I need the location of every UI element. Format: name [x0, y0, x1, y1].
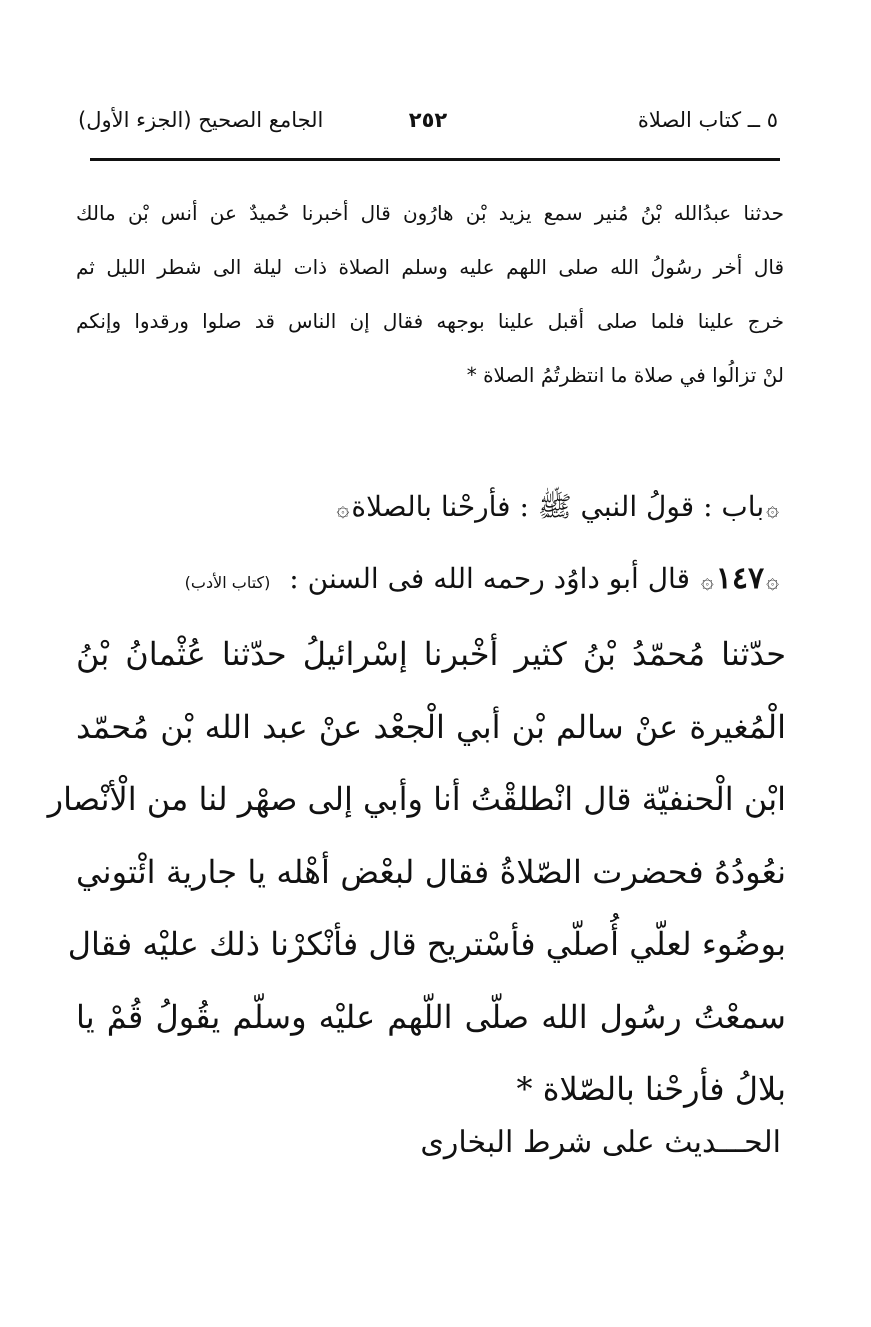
hadith-intro: قال أبو داوُد رحمه الله فى السنن :: [289, 562, 690, 595]
text-line: بوضُوء لعلّي أُصلّي فأسْتريح قال فأنْكرْنا ذلك عليْه فقال: [67, 925, 786, 963]
text-line: لنْ تزالُوا في صلاة ما انتظرتُمُ الصلاة *: [466, 363, 784, 387]
ornament-icon: ۞: [336, 497, 350, 522]
ornament-icon: ۞: [700, 569, 714, 594]
preceding-hadith-text: [76, 186, 784, 402]
hadith-verdict: الحـــديث على شرط البخارى: [420, 1125, 781, 1160]
text-line: الْمُغيرة عنْ سالم بْن أبي الْجعْد عنْ عبد الله بْن مُحمّد: [76, 707, 786, 746]
ornament-icon: ۞: [766, 569, 779, 594]
page-number: ٢٥٢: [408, 108, 448, 132]
honorific-glyph: ﷺ: [537, 490, 572, 523]
text-line: حدثنا عبدُالله بْنُ مُنير سمع يزيد بْن هارُون قال أخبرنا حُميدٌ عن أنس بْن مالك: [76, 201, 784, 225]
text-line: حدّثنا مُحمّدُ بْنُ كثير أخْبرنا إسْرائيلُ حدّثنا عُثْمانُ بْنُ: [76, 635, 786, 673]
hadith-intro-line: [81, 561, 781, 596]
page-header: [78, 108, 778, 148]
chapter-header: ٥ ــ كتاب الصلاة: [637, 108, 778, 132]
text-line: ابْن الْحنفيّة قال انْطلقْتُ أنا وأبي إلى صهْر لنا من الْأنْصار: [47, 780, 786, 818]
hadith-body: [47, 618, 786, 1126]
book-title-header: الجامع الصحيح (الجزء الأول): [78, 108, 324, 132]
text-line: قال أخر رسُولُ الله صلى اللهم عليه وسلم الصلاة ذات ليلة الى شطر الليل ثم: [76, 255, 784, 279]
text-line: بلالُ فأرحْنا بالصّلاة *: [516, 1070, 786, 1108]
text-line: نعُودُهُ فحضرت الصّلاةُ فقال لبعْض أهْله يا جارية ائْتوني: [76, 852, 786, 891]
header-divider: [90, 158, 780, 161]
ornament-icon: ۞: [766, 497, 779, 522]
chapter-title-part2: : فأرحْنا بالصلاة: [351, 490, 529, 523]
source-note: (كتاب الأدب): [184, 573, 271, 592]
chapter-title-part1: باب : قولُ النبي: [580, 490, 765, 523]
text-line: سمعْتُ رسُول الله صلّى اللّهم عليْه وسلّم يقُولُ قُمْ يا: [76, 997, 786, 1036]
text-line: خرج علينا فلما صلى أقبل علينا بوجهه فقال إن الناس قد صلوا ورقدوا وإنكم: [76, 309, 784, 333]
chapter-heading: [161, 490, 781, 530]
hadith-number: ١٤٧: [715, 561, 765, 596]
